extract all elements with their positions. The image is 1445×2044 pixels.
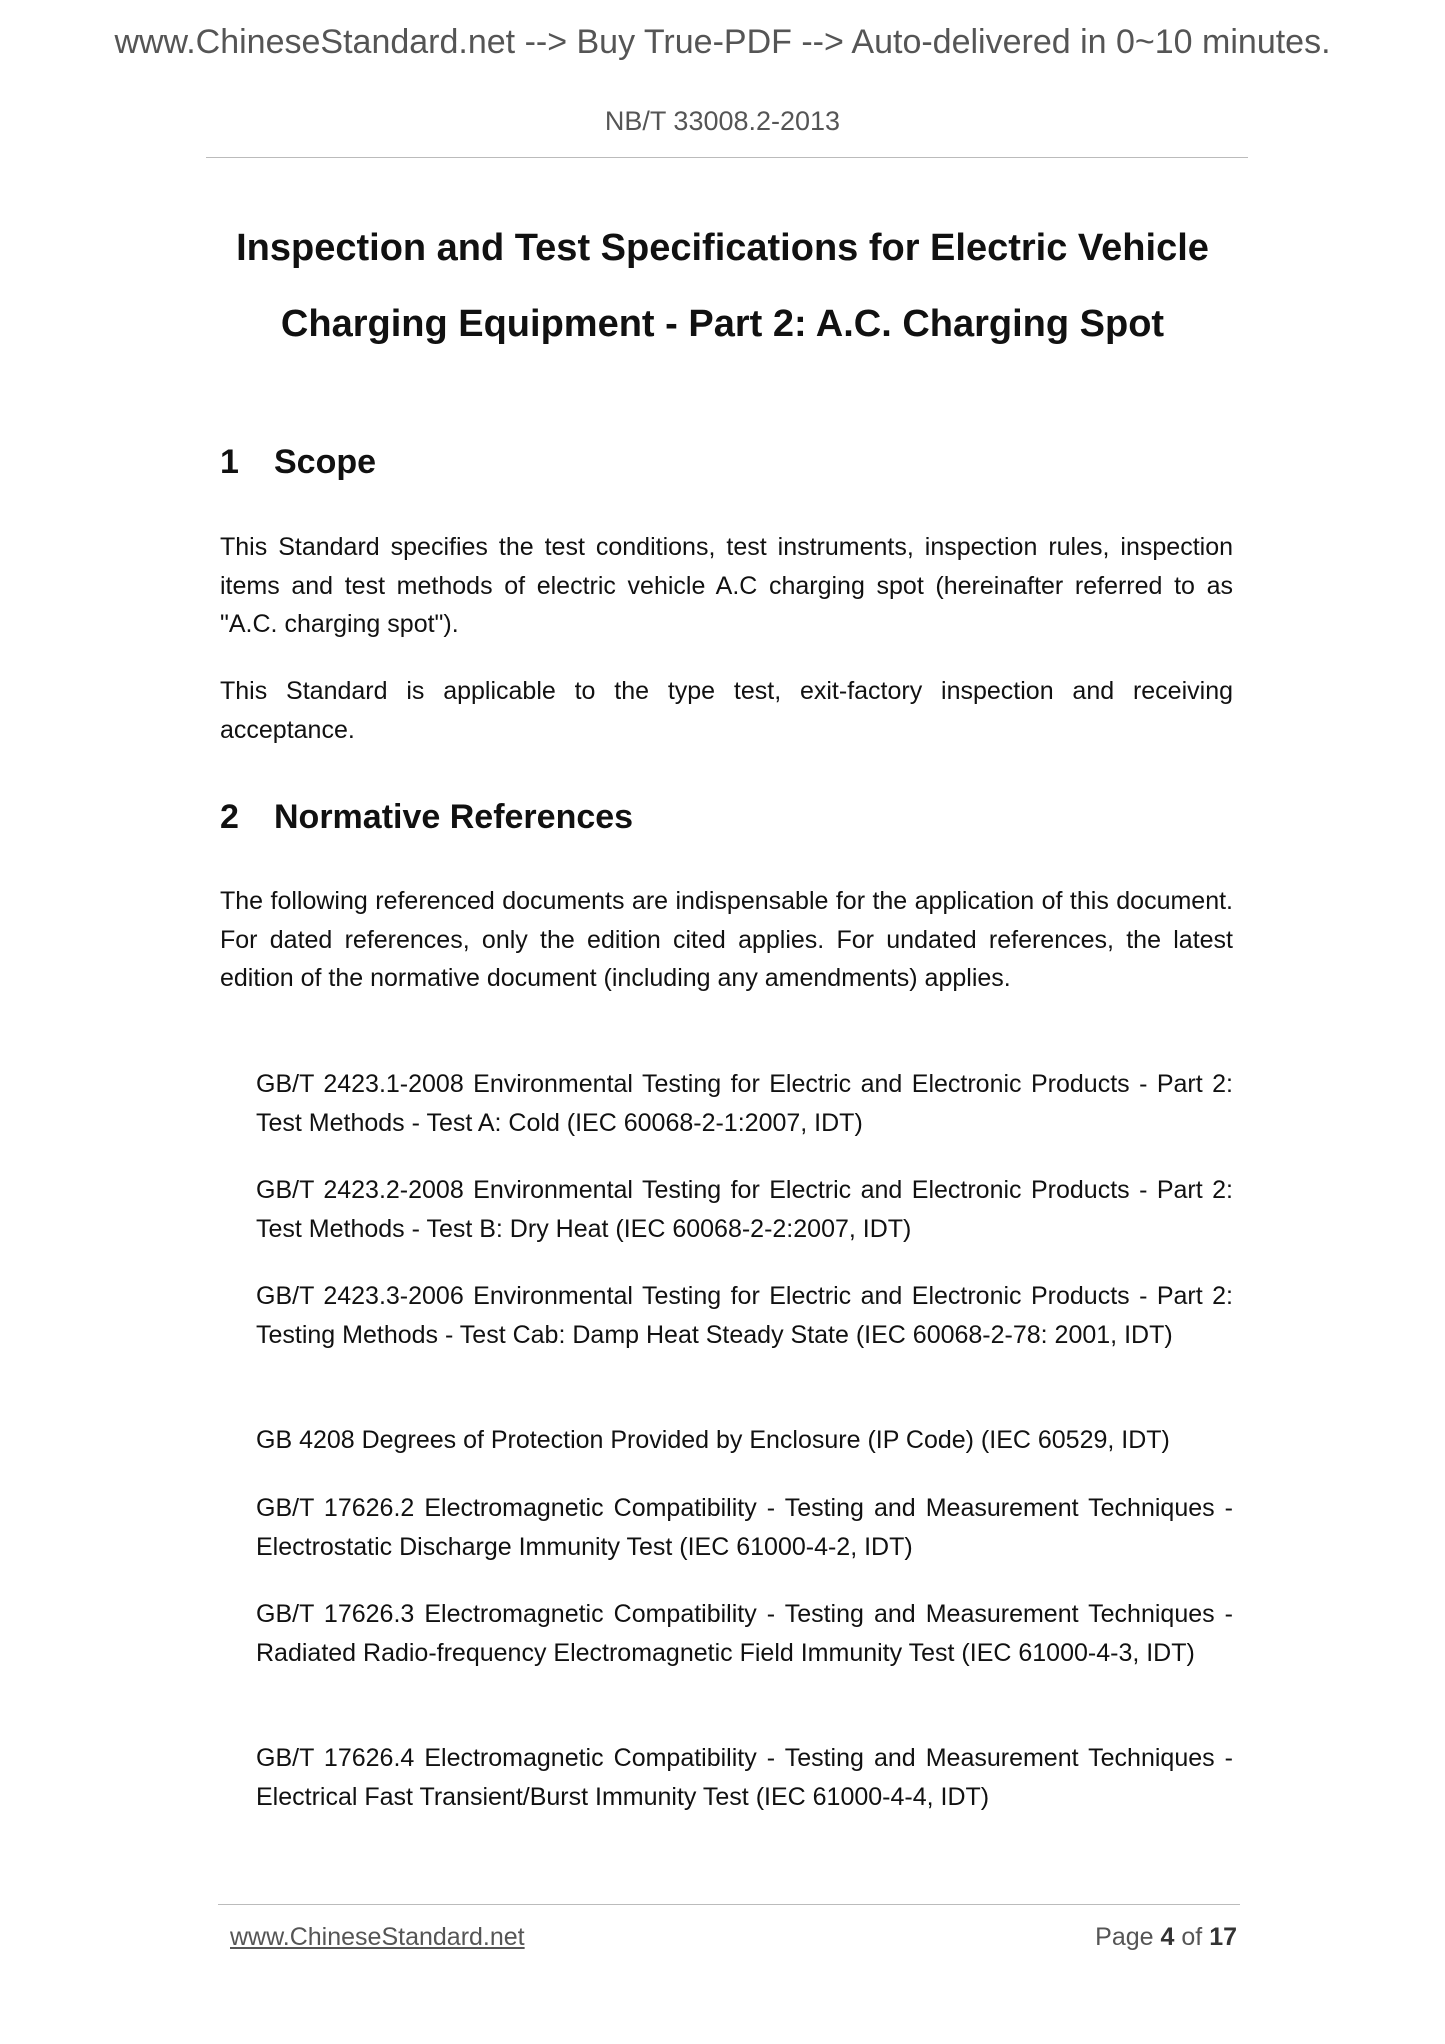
section-title: Normative References [274, 798, 634, 836]
reference-item: GB/T 17626.3 Electromagnetic Compatibility - Testing and Measurement Techniques - Radiated Radio-frequency Electromagnetic Field Immunity Test (IEC 61000-4-3, IDT) [256, 1600, 1233, 1667]
reference-item: GB/T 2423.1-2008 Environmental Testing for Electric and Electronic Products - Part 2: Test Methods - Test A: Cold (IEC 60068-2-1:2007, IDT) [256, 1070, 1233, 1137]
section-heading-scope [220, 442, 376, 482]
header-divider [206, 157, 1248, 158]
document-title [180, 210, 1265, 362]
page-current: 4 [1160, 1923, 1175, 1951]
reference-item: GB/T 2423.3-2006 Environmental Testing for Electric and Electronic Products - Part 2: Testing Methods - Test Cab: Damp Heat Steady State (IEC 60068-2-78: 2001, IDT) [256, 1282, 1233, 1349]
scope-paragraph-1: This Standard specifies the test conditions, test instruments, inspection rules, inspection items and test methods of electric vehicle A.C charging spot (hereinafter referred to as "A.C. charging spot"). [220, 533, 1233, 638]
section-title: Scope [274, 443, 377, 481]
section-heading-normative-references [220, 797, 633, 837]
section-number: 1 [220, 443, 239, 481]
scope-paragraph-2: This Standard is applicable to the type test, exit-factory inspection and receiving acceptance. [220, 677, 1233, 744]
section-number: 2 [220, 798, 239, 836]
footer-divider [218, 1904, 1240, 1905]
standard-code: NB/T 33008.2-2013 [604, 106, 841, 136]
header-banner: www.ChineseStandard.net --> Buy True-PDF --> Auto-delivered in 0~10 minutes. [114, 23, 1331, 61]
reference-item: GB/T 2423.2-2008 Environmental Testing for Electric and Electronic Products - Part 2: Test Methods - Test B: Dry Heat (IEC 60068-2-2:2007, IDT) [256, 1176, 1233, 1243]
page-number [1095, 1921, 1237, 1953]
reference-item: GB/T 17626.4 Electromagnetic Compatibility - Testing and Measurement Techniques - Electrical Fast Transient/Burst Immunity Test (IEC 61000-4-4, IDT) [256, 1744, 1233, 1811]
reference-item: GB/T 17626.2 Electromagnetic Compatibility - Testing and Measurement Techniques - Electrostatic Discharge Immunity Test (IEC 61000-4-2, IDT) [256, 1494, 1233, 1561]
page-label: Page [1095, 1923, 1154, 1951]
document-title-line-2: Charging Equipment - Part 2: A.C. Charging Spot [280, 303, 1165, 345]
reference-item: GB 4208 Degrees of Protection Provided by Enclosure (IP Code) (IEC 60529, IDT) [256, 1426, 1170, 1454]
document-title-line-1: Inspection and Test Specifications for Electric Vehicle [236, 227, 1209, 269]
footer-site-link[interactable]: www.ChineseStandard.net [230, 1923, 525, 1951]
references-intro-paragraph: The following referenced documents are indispensable for the application of this document. For dated references, only the edition cited applies. For undated references, the latest edition of the normative document (including any amendments) applies. [220, 887, 1233, 992]
page-total: 17 [1209, 1923, 1237, 1951]
page-of-label: of [1181, 1923, 1203, 1951]
